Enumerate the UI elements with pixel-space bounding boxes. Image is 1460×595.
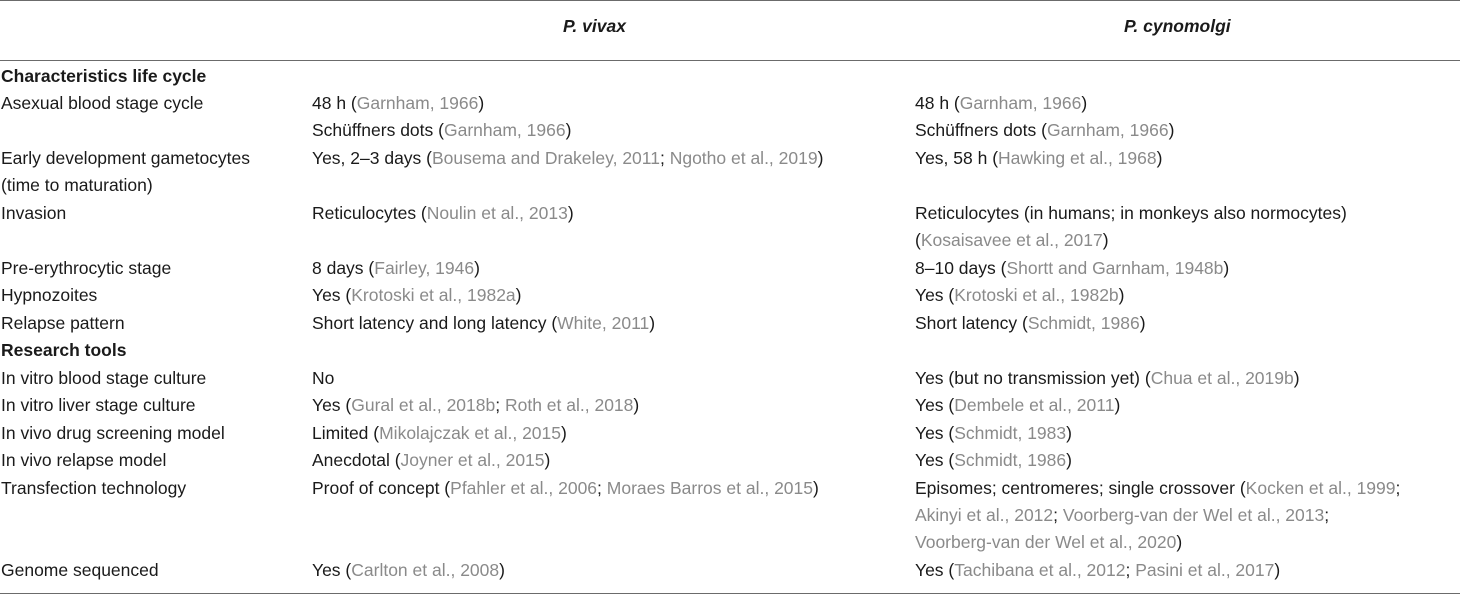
cell-text: ) [1066, 450, 1072, 470]
cell-text: ) [817, 148, 824, 168]
cell-cyno-drug-screening [915, 422, 1072, 444]
citation-link[interactable]: Hawking et al., 1968 [998, 148, 1157, 168]
cell-text: ; [597, 478, 607, 498]
cell-text: ; [495, 395, 505, 415]
cell-text: ) [1102, 230, 1109, 250]
citation-link[interactable]: Voorberg-van der Wel et al., 2020 [915, 532, 1177, 552]
cell-cyno-asexual-2 [915, 119, 1174, 141]
row-label-relapse-pattern: Relapse pattern [1, 313, 125, 333]
cell-vivax-blood-culture: No [312, 368, 335, 388]
column-header-cynomolgi: P. cynomolgi [1124, 16, 1231, 36]
citation-link[interactable]: Ngotho et al., 2019 [669, 148, 818, 168]
cell-vivax-gametocytes [312, 147, 823, 169]
row-label-genome: Genome sequenced [1, 560, 159, 580]
cell-cyno-relapse-model [915, 449, 1072, 471]
citation-link[interactable]: Schmidt, 1983 [954, 423, 1067, 443]
cell-vivax-relapse-model [312, 449, 550, 471]
citation-link[interactable]: Akinyi et al., 2012 [915, 505, 1054, 525]
citation-link[interactable]: Tachibana et al., 2012 [954, 560, 1126, 580]
cell-text: ) [1223, 258, 1230, 278]
cell-vivax-drug-screening [312, 422, 567, 444]
cell-cyno-transfection-3 [915, 531, 1182, 553]
cell-cyno-liver-culture [915, 394, 1120, 416]
citation-link[interactable]: Krotoski et al., 1982a [351, 285, 516, 305]
cell-text: ) [1176, 532, 1183, 552]
citation-link[interactable]: Carlton et al., 2008 [351, 560, 500, 580]
cell-text: ) [515, 285, 522, 305]
cell-text: Yes ( [915, 395, 955, 415]
bottom-rule [0, 593, 1460, 594]
cell-vivax-asexual-1 [312, 92, 484, 114]
cell-vivax-asexual-2 [312, 119, 571, 141]
cell-text: Yes ( [915, 423, 955, 443]
cell-vivax-genome [312, 559, 505, 581]
cell-text: ) [478, 93, 485, 113]
cell-text: ; [1324, 505, 1330, 525]
citation-link[interactable]: Schmidt, 1986 [954, 450, 1067, 470]
cell-text: Proof of concept ( [312, 478, 451, 498]
citation-link[interactable]: Moraes Barros et al., 2015 [606, 478, 813, 498]
row-label-transfection: Transfection technology [1, 478, 187, 498]
citation-link[interactable]: Fairley, 1946 [374, 258, 475, 278]
header-rule [0, 60, 1460, 61]
cell-text: ) [561, 423, 567, 443]
row-label-drug-screening: In vivo drug screening model [1, 423, 225, 443]
cell-text: Reticulocytes ( [312, 203, 427, 223]
citation-link[interactable]: Kocken et al., 1999 [1245, 478, 1396, 498]
citation-link[interactable]: Garnham, 1966 [959, 93, 1082, 113]
cell-text: Yes ( [915, 285, 955, 305]
section-life-cycle: Characteristics life cycle [1, 66, 207, 86]
cell-text: ) [1293, 368, 1300, 388]
row-label-hypnozoites: Hypnozoites [1, 285, 98, 305]
cell-text: Short latency ( [915, 313, 1028, 333]
citation-link[interactable]: Garnham, 1966 [356, 93, 479, 113]
cell-vivax-hypnozoites [312, 284, 521, 306]
cell-text: Schüffners dots ( [312, 120, 444, 140]
cell-text: Limited ( [312, 423, 380, 443]
citation-link[interactable]: Schmidt, 1986 [1027, 313, 1140, 333]
citation-link[interactable]: Kosaisavee et al., 2017 [920, 230, 1103, 250]
cell-cyno-gametocytes [915, 147, 1162, 169]
cell-cyno-relapse-pattern [915, 312, 1146, 334]
row-label-invasion: Invasion [1, 203, 67, 223]
cell-text: ) [1114, 395, 1121, 415]
citation-link[interactable]: Bousema and Drakeley, 2011 [432, 148, 660, 168]
cell-cyno-transfection-1 [915, 477, 1400, 499]
citation-link[interactable]: Shortt and Garnham, 1948b [1006, 258, 1224, 278]
top-rule [0, 0, 1460, 1]
row-label-gametocytes-1: Early development gametocytes [1, 148, 251, 168]
cell-cyno-blood-culture [915, 367, 1300, 389]
cell-text: 8–10 days ( [915, 258, 1007, 278]
row-label-pre-erythrocytic: Pre-erythrocytic stage [1, 258, 172, 278]
citation-link[interactable]: Mikolajczak et al., 2015 [379, 423, 562, 443]
cell-text: ) [1139, 313, 1146, 333]
cell-text: ) [1081, 93, 1088, 113]
cell-text: ) [1168, 120, 1175, 140]
cell-vivax-liver-culture [312, 394, 639, 416]
cell-text: Yes ( [312, 395, 352, 415]
cell-text: ) [1274, 560, 1281, 580]
cell-text: Yes, 58 h ( [915, 148, 999, 168]
citation-link[interactable]: Voorberg-van der Wel et al., 2013 [1062, 505, 1325, 525]
row-label-asexual: Asexual blood stage cycle [1, 93, 204, 113]
citation-link[interactable]: Chua et al., 2019b [1150, 368, 1294, 388]
cell-text: ) [499, 560, 505, 580]
cell-text: ) [474, 258, 480, 278]
cell-text: ) [544, 450, 551, 470]
citation-link[interactable]: Noulin et al., 2013 [426, 203, 568, 223]
citation-link[interactable]: Gural et al., 2018b [351, 395, 496, 415]
citation-link[interactable]: Pasini et al., 2017 [1135, 560, 1275, 580]
citation-link[interactable]: Pfahler et al., 2006 [450, 478, 598, 498]
cell-vivax-transfection [312, 477, 819, 499]
cell-vivax-relapse-pattern [312, 312, 655, 334]
cell-text: ) [649, 313, 656, 333]
citation-link[interactable]: Dembele et al., 2011 [954, 395, 1115, 415]
citation-link[interactable]: White, 2011 [557, 313, 650, 333]
cell-text: Episomes; centromeres; single crossover ( [915, 478, 1246, 498]
cell-vivax-invasion [312, 202, 574, 224]
cell-text: ) [633, 395, 640, 415]
cell-cyno-invasion-2 [915, 229, 1109, 251]
row-label-gametocytes-2: (time to maturation) [1, 175, 153, 195]
cell-text: ) [1066, 423, 1072, 443]
row-label-relapse-model: In vivo relapse model [1, 450, 167, 470]
cell-text: 8 days ( [312, 258, 375, 278]
cell-cyno-pre-erythrocytic [915, 257, 1229, 279]
column-header-vivax: P. vivax [563, 16, 626, 36]
cell-text: 48 h ( [915, 93, 960, 113]
cell-text: Schüffners dots ( [915, 120, 1047, 140]
citation-link[interactable]: Roth et al., 2018 [504, 395, 634, 415]
cell-text: Yes ( [915, 560, 955, 580]
cell-text: 48 h ( [312, 93, 357, 113]
cell-text: Yes (but no transmission yet) ( [915, 368, 1151, 388]
section-research-tools: Research tools [1, 340, 127, 360]
citation-link[interactable]: Krotoski et al., 1982b [954, 285, 1119, 305]
cell-text: Yes ( [312, 285, 352, 305]
cell-text: Yes, 2–3 days ( [312, 148, 432, 168]
cell-text: ) [1156, 148, 1163, 168]
cell-text: ) [1118, 285, 1125, 305]
cell-cyno-hypnozoites [915, 284, 1124, 306]
cell-vivax-pre-erythrocytic [312, 257, 480, 279]
cell-text: ) [567, 203, 574, 223]
cell-text: Anecdotal ( [312, 450, 401, 470]
cell-cyno-invasion-1: Reticulocytes (in humans; in monkeys also normocytes) [915, 203, 1347, 223]
cell-text: ; [1053, 505, 1063, 525]
cell-text: Yes ( [915, 450, 955, 470]
cell-text: Short latency and long latency ( [312, 313, 558, 333]
cell-text: ; [659, 148, 670, 168]
cell-text: Yes ( [312, 560, 352, 580]
cell-cyno-asexual-1 [915, 92, 1087, 114]
cell-text: ; [1125, 560, 1136, 580]
cell-cyno-transfection-2 [915, 504, 1329, 526]
cell-cyno-genome [915, 559, 1280, 581]
cell-text: ( [915, 230, 921, 250]
cell-text: ) [813, 478, 819, 498]
row-label-blood-culture: In vitro blood stage culture [1, 368, 207, 388]
citation-link[interactable]: Garnham, 1966 [443, 120, 566, 140]
citation-link[interactable]: Joyner et al., 2015 [400, 450, 545, 470]
cell-text: ; [1395, 478, 1401, 498]
cell-text: ) [565, 120, 572, 140]
row-label-liver-culture: In vitro liver stage culture [1, 395, 196, 415]
citation-link[interactable]: Garnham, 1966 [1046, 120, 1169, 140]
